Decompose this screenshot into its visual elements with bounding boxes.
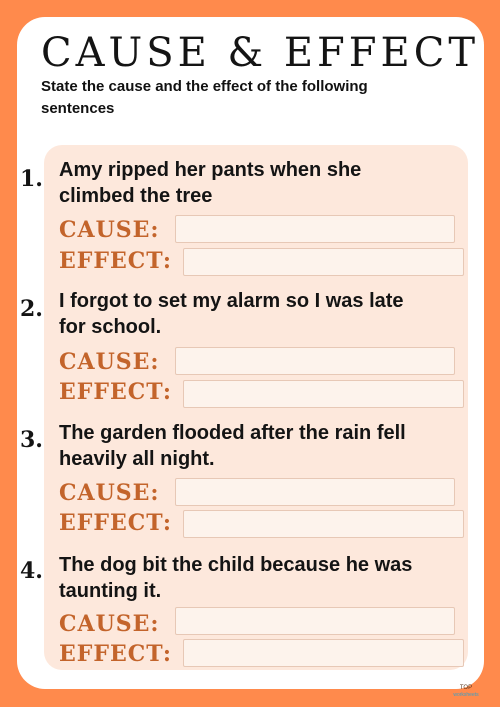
effect-input[interactable] <box>183 510 464 538</box>
worksheet-title: CAUSE & EFFECT <box>41 30 480 76</box>
question-sentence-line: climbed the tree <box>59 185 213 207</box>
question-sentence-line: The garden flooded after the rain fell <box>59 422 406 444</box>
question-sentence-line: taunting it. <box>59 580 162 602</box>
question-number: 4. <box>20 558 43 584</box>
question-sentence-line: for school. <box>59 316 162 338</box>
cause-input[interactable] <box>175 215 455 243</box>
cause-label: CAUSE: <box>59 349 160 375</box>
cause-input[interactable] <box>175 347 455 375</box>
effect-input[interactable] <box>183 380 464 408</box>
question-number: 3. <box>20 427 43 453</box>
effect-label: EFFECT: <box>59 510 172 536</box>
cause-label: CAUSE: <box>59 217 160 243</box>
question-sentence-line: Amy ripped her pants when she <box>59 159 362 181</box>
cause-input[interactable] <box>175 607 455 635</box>
cause-input[interactable] <box>175 478 455 506</box>
cause-label: CAUSE: <box>59 611 160 637</box>
logo-line-2: worksheets <box>453 692 479 698</box>
effect-label: EFFECT: <box>59 641 172 667</box>
effect-input[interactable] <box>183 248 464 276</box>
question-number: 2. <box>20 296 43 322</box>
cause-label: CAUSE: <box>59 480 160 506</box>
effect-label: EFFECT: <box>59 379 172 405</box>
effect-label: EFFECT: <box>59 248 172 274</box>
question-number: 1. <box>20 166 43 192</box>
logo-line-1: TOP <box>459 685 473 691</box>
question-sentence-line: I forgot to set my alarm so I was late <box>59 290 404 312</box>
question-sentence-line: heavily all night. <box>59 448 215 470</box>
effect-input[interactable] <box>183 639 464 667</box>
question-sentence-line: The dog bit the child because he was <box>59 554 413 576</box>
site-logo <box>436 685 496 699</box>
instructions: State the cause and the effect of the following sentences <box>41 78 368 117</box>
